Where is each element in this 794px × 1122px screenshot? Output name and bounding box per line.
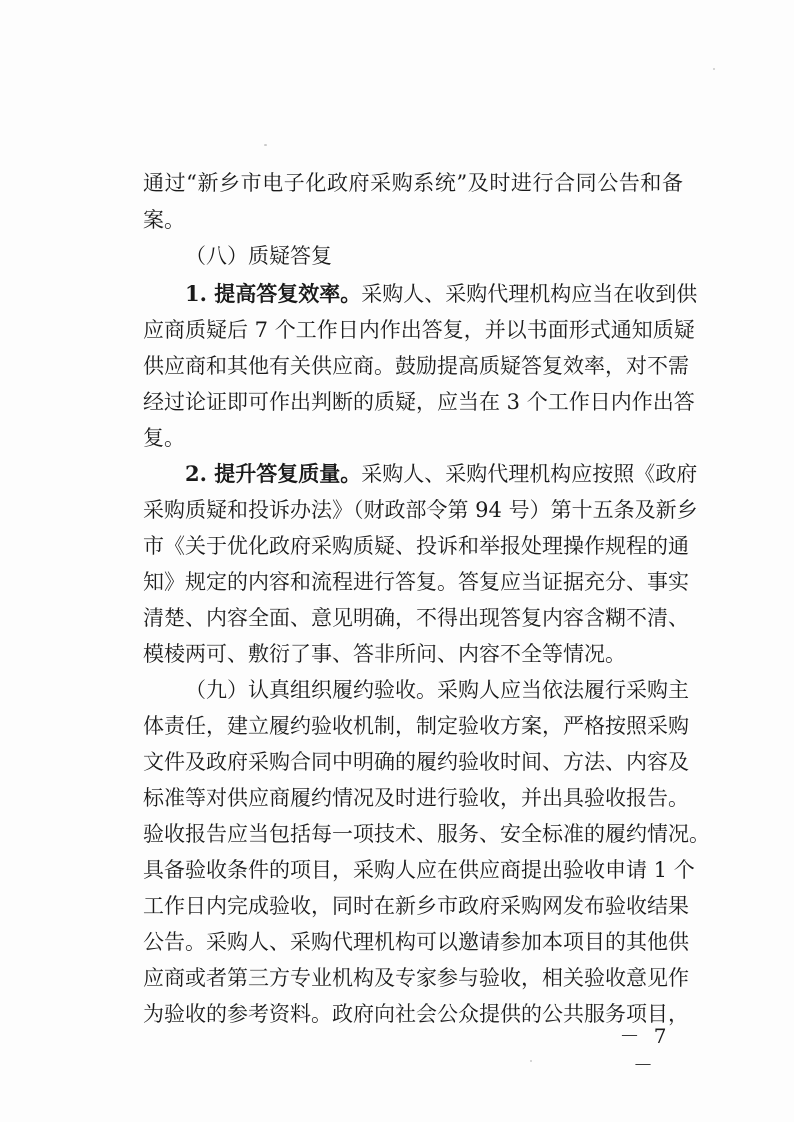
- paragraph-line: 清楚、内容全面、意见明确，不得出现答复内容含糊不清、: [143, 606, 689, 630]
- item-text: 采购人、采购代理机构应按照《政府: [361, 462, 698, 486]
- paragraph-line: 知》规定的内容和流程进行答复。答复应当证据充分、事实: [143, 570, 689, 594]
- paragraph-line: 工作日内完成验收，同时在新乡市政府采购网发布验收结果: [143, 894, 689, 918]
- paragraph-line: 为验收的参考资料。政府向社会公众提供的公共服务项目，: [143, 1002, 689, 1026]
- paragraph-line: [185, 459, 698, 489]
- paragraph-line: 具备验收条件的项目，采购人应在供应商提出验收申请 1 个: [143, 858, 695, 882]
- paragraph-line: （九）认真组织履约验收。采购人应当依法履行采购主: [185, 678, 689, 702]
- item-heading: 2. 提升答复质量。: [185, 461, 362, 486]
- paragraph-line: 采购质疑和投诉办法》（财政部令第 94 号）第十五条及新乡: [143, 498, 698, 522]
- paragraph-line: 供应商和其他有关供应商。鼓励提高质疑答复效率，对不需: [143, 354, 689, 378]
- scan-speck: [530, 1060, 532, 1062]
- page-number: － 7 －: [619, 1024, 671, 1077]
- paragraph-line: 应商质疑后 7 个工作日内作出答复，并以书面形式通知质疑: [143, 318, 695, 342]
- paragraph-line: 通过“新乡市电子化政府采购系统”及时进行合同公告和备: [143, 171, 683, 195]
- paragraph-line: 案。: [143, 208, 185, 232]
- paragraph-line: 体责任，建立履约验收机制，制定验收方案，严格按照采购: [143, 714, 689, 738]
- paragraph-line: 市《关于优化政府采购质疑、投诉和举报处理操作规程的通: [143, 534, 689, 558]
- paragraph-line: 标准等对供应商履约情况及时进行验收，并出具验收报告。: [143, 786, 689, 810]
- paragraph-line: 模棱两可、敷衍了事、答非所问、内容不全等情况。: [143, 642, 626, 666]
- item-text: 采购人、采购代理机构应当在收到供: [361, 282, 698, 306]
- paragraph-line: 复。: [143, 426, 185, 450]
- paragraph-line: 应商或者第三方专业机构及专家参与验收，相关验收意见作: [143, 966, 689, 990]
- scan-speck: [713, 68, 715, 70]
- paragraph-line: 经过论证即可作出判断的质疑，应当在 3 个工作日内作出答: [143, 390, 695, 414]
- paragraph-line: 验收报告应当包括每一项技术、服务、安全标准的履约情况。: [143, 822, 710, 846]
- paragraph-line: 公告。采购人、采购代理机构可以邀请参加本项目的其他供: [143, 930, 689, 954]
- scan-speck: [264, 144, 267, 146]
- paragraph-line: [185, 279, 698, 309]
- section-heading: （八）质疑答复: [185, 244, 332, 268]
- paragraph-line: 文件及政府采购合同中明确的履约验收时间、方法、内容及: [143, 750, 689, 774]
- item-heading: 1. 提高答复效率。: [185, 281, 362, 306]
